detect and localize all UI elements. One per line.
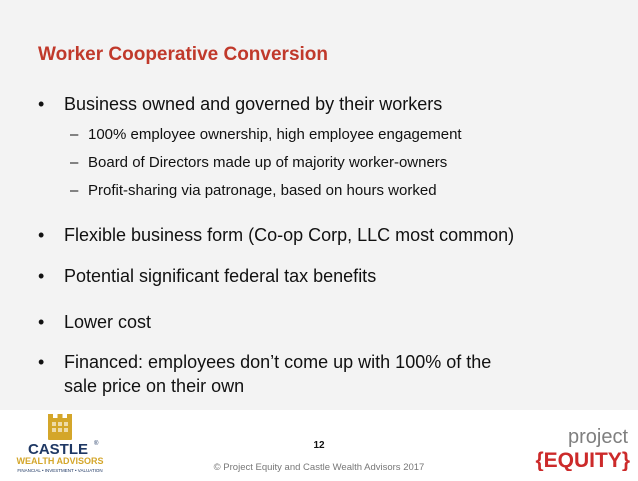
sub-bullet-item	[70, 125, 462, 145]
sub-bullet-marker: –	[70, 182, 79, 199]
sub-bullet-marker: –	[70, 154, 79, 171]
sub-bullet-item	[70, 153, 447, 173]
bullet-marker: •	[38, 312, 45, 332]
bullet-marker: •	[38, 266, 45, 286]
castle-logo-name: CASTLE	[28, 441, 88, 458]
sub-bullet-marker: –	[70, 126, 79, 143]
bullet-marker: •	[38, 352, 45, 372]
bullet-text: Business owned and governed by their workers	[64, 94, 443, 114]
sub-bullet-text: Board of Directors made up of majority worker-owners	[88, 154, 448, 171]
project-equity-logo-graphic	[520, 425, 632, 471]
slide-title: Worker Cooperative Conversion	[38, 44, 329, 65]
bullet-text: Financed: employees don’t come up with 100% of the	[64, 352, 492, 372]
project-equity-logo-line1: project	[567, 426, 628, 448]
bullet-text: Lower cost	[64, 312, 152, 332]
bullet-text: Flexible business form (Co-op Corp, LLC most common)	[64, 225, 515, 245]
castle-logo-tagline: FINANCIAL • INVESTMENT • VALUATION	[17, 468, 103, 473]
copyright-notice: © Project Equity and Castle Wealth Advisors 2017	[213, 462, 425, 473]
page-number: 12	[313, 440, 325, 451]
project-equity-logo	[520, 425, 632, 471]
castle-logo-registered: ®	[94, 441, 99, 447]
bullet-text: Potential significant federal tax benefits	[64, 266, 377, 286]
sub-bullet-text: Profit-sharing via patronage, based on hours worked	[88, 182, 437, 199]
castle-logo-sub: WEALTH ADVISORS	[16, 456, 104, 466]
project-equity-logo-line2: {EQUITY}	[535, 449, 630, 471]
sub-bullet-text: 100% employee ownership, high employee engagement	[88, 126, 462, 143]
sub-bullet-item	[70, 181, 437, 201]
castle-tower-icon	[48, 414, 72, 440]
bullet-marker: •	[38, 94, 45, 114]
bullet-text-continued: sale price on their own	[64, 376, 245, 396]
bullet-marker: •	[38, 225, 45, 245]
